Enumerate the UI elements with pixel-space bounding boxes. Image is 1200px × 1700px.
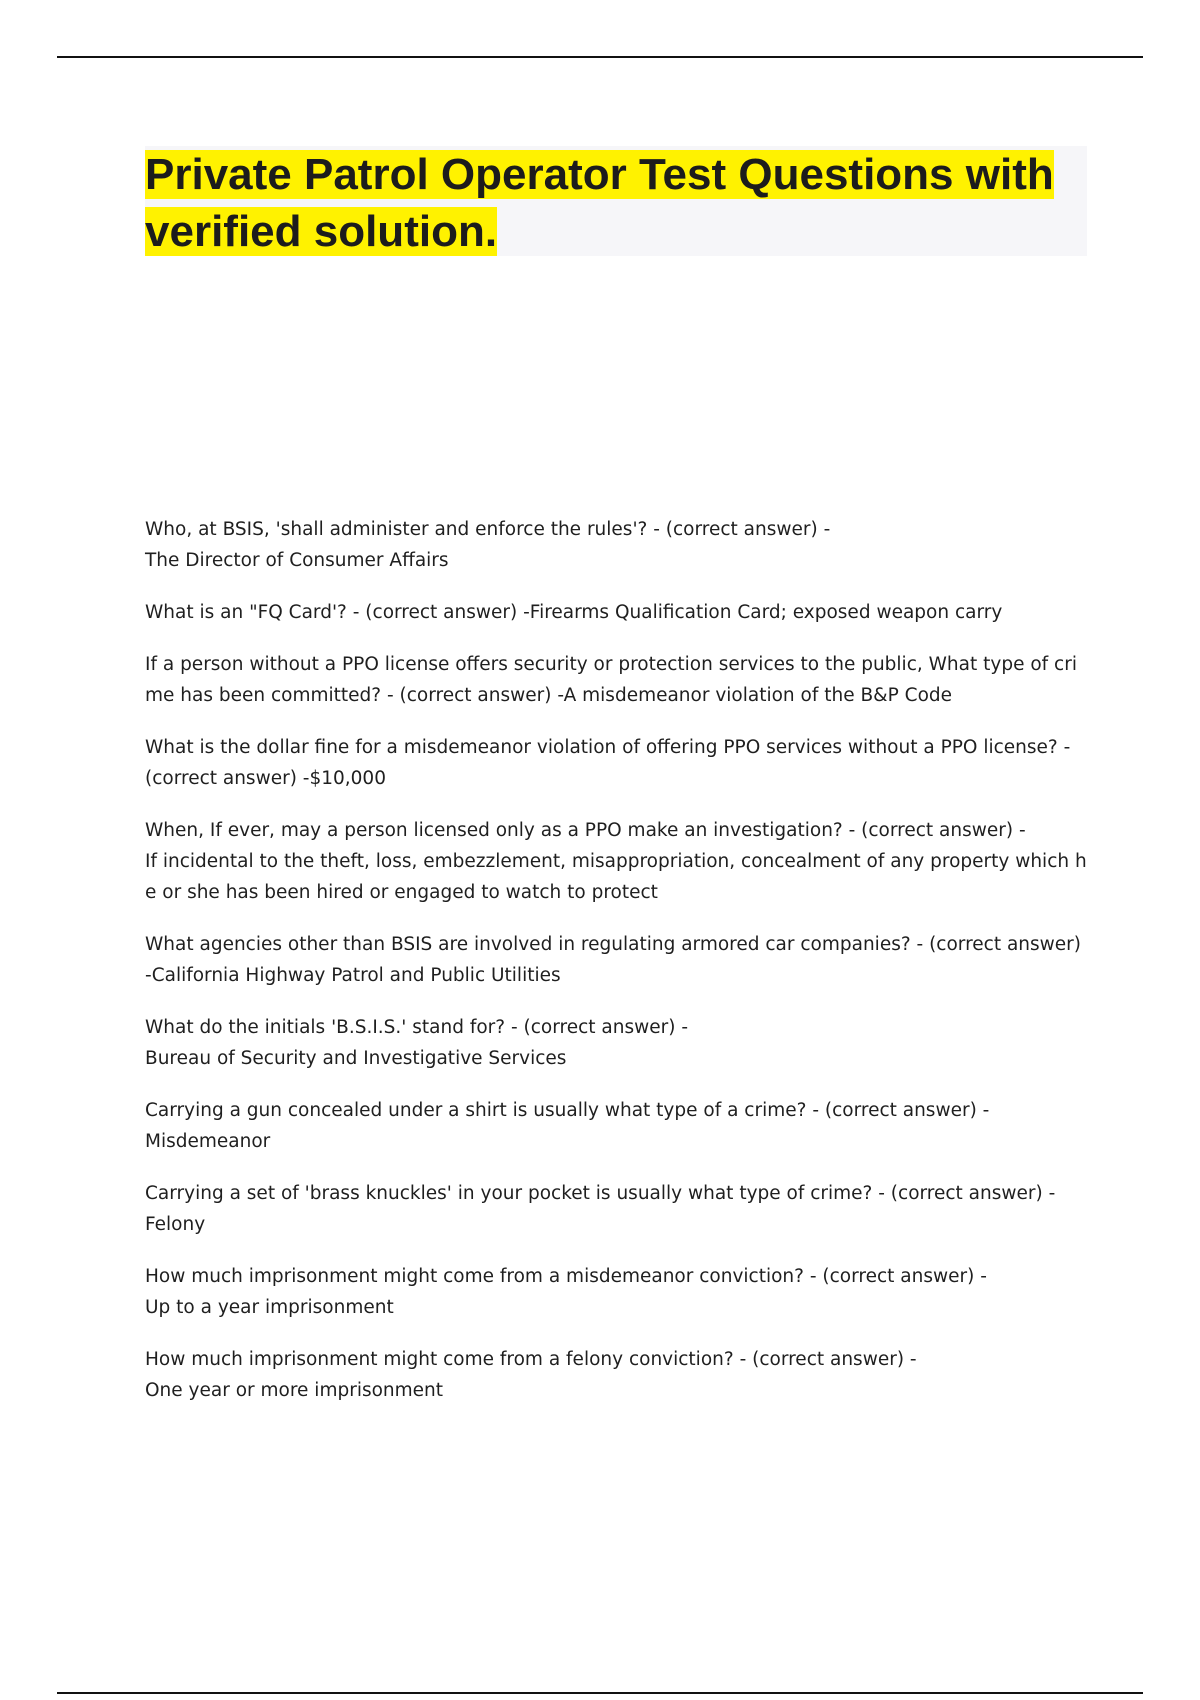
- answer-text: Up to a year imprisonment: [145, 1297, 394, 1318]
- answer-text: One year or more imprisonment: [145, 1380, 444, 1401]
- answer-text: Misdemeanor: [145, 1131, 271, 1152]
- question-text: What is the dollar fine for a misdemeanor violation of offering PPO services without a PPO license? - (correct answer) -: [145, 737, 1071, 789]
- qa-item: [145, 1178, 1091, 1240]
- answer-text: California Highway Patrol and Public Utilities: [151, 965, 561, 986]
- answer-text: Firearms Qualification Card; exposed weapon carry: [529, 602, 1003, 623]
- qa-item: [145, 597, 1091, 628]
- question-text: What is an "FQ Card'? - (correct answer) -: [145, 602, 530, 623]
- question-text: How much imprisonment might come from a felony conviction? - (correct answer) -: [145, 1349, 917, 1370]
- qa-item: [145, 815, 1091, 908]
- qa-item: [145, 1095, 1091, 1157]
- question-text: What do the initials 'B.S.I.S.' stand for? - (correct answer) -: [145, 1017, 689, 1038]
- question-text: Carrying a set of 'brass knuckles' in your pocket is usually what type of crime? - (correct answer) -: [145, 1183, 1056, 1204]
- question-text: Carrying a gun concealed under a shirt is usually what type of a crime? - (correct answer) -: [145, 1100, 990, 1121]
- answer-text: A misdemeanor violation of the B&P Code: [563, 685, 953, 706]
- qa-item: [145, 649, 1091, 711]
- qa-list: [145, 514, 1091, 1427]
- question-text: What agencies other than BSIS are involved in regulating armored car companies? - (correct answer) -: [145, 934, 1082, 986]
- question-text: How much imprisonment might come from a misdemeanor conviction? - (correct answer) -: [145, 1266, 987, 1287]
- qa-item: [145, 732, 1091, 794]
- question-text: When, If ever, may a person licensed only as a PPO make an investigation? - (correct answer) -: [145, 820, 1026, 841]
- top-rule: [57, 56, 1143, 58]
- title-block: [145, 146, 1087, 256]
- qa-item: [145, 514, 1091, 576]
- qa-item: [145, 1012, 1091, 1074]
- qa-item: [145, 929, 1091, 991]
- answer-text: Felony: [145, 1214, 206, 1235]
- answer-text: If incidental to the theft, loss, embezzlement, misappropriation, concealment of any property which he or she has been hired or engaged to watch to protect: [145, 851, 1087, 903]
- answer-text: $10,000: [309, 768, 386, 789]
- qa-item: [145, 1344, 1091, 1406]
- question-text: If a person without a PPO license offers security or protection services to the public, What type of crime has been committed? - (correct answer) -: [145, 654, 1077, 706]
- qa-item: [145, 1261, 1091, 1323]
- bottom-rule: [57, 1692, 1143, 1694]
- answer-text: Bureau of Security and Investigative Services: [145, 1048, 567, 1069]
- answer-text: The Director of Consumer Affairs: [145, 550, 449, 571]
- question-text: Who, at BSIS, 'shall administer and enforce the rules'? - (correct answer) -: [145, 519, 831, 540]
- document-title: [145, 146, 1087, 260]
- document-title-text: Private Patrol Operator Test Questions with verified solution.: [145, 150, 1054, 256]
